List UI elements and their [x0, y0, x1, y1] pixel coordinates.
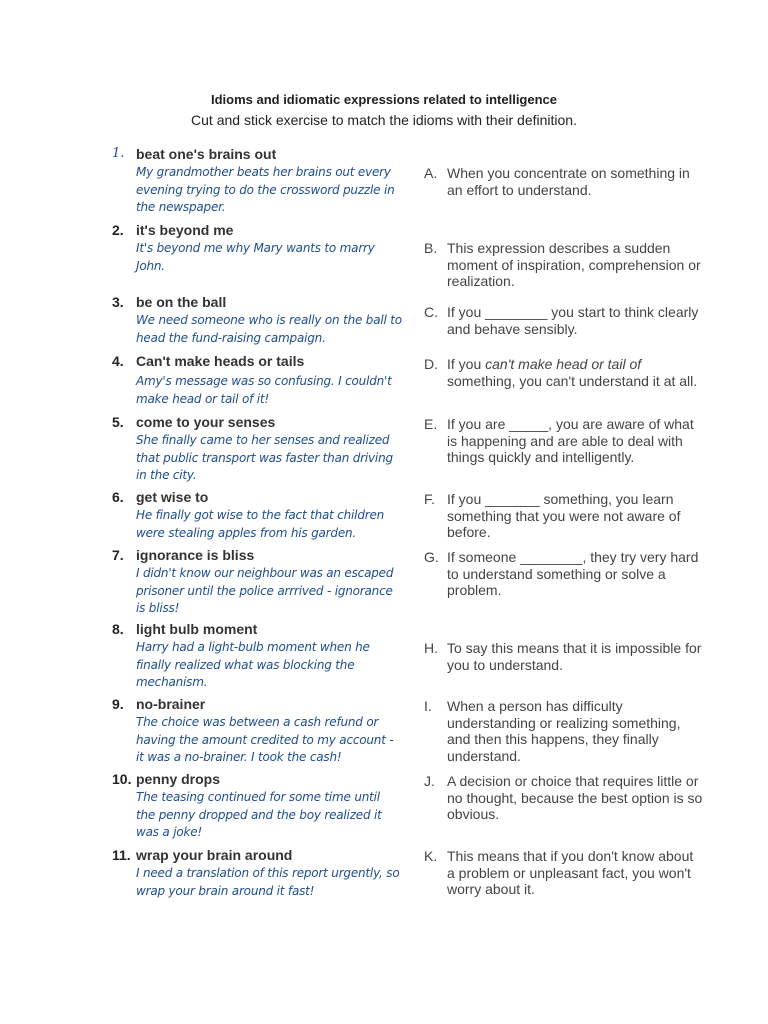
idiom-item — [112, 847, 402, 900]
definition-item — [424, 549, 704, 599]
idiom-term: no-brainer — [136, 696, 206, 712]
definition-text: To say this means that it is impossible for you to understand. — [447, 640, 702, 673]
idiom-example: It's beyond me why Mary wants to marry John. — [136, 241, 375, 273]
definition-letter: B. — [424, 240, 438, 256]
idiom-item — [112, 696, 402, 767]
idiom-item — [112, 414, 402, 485]
idiom-example: He finally got wise to the fact that children were stealing apples from his garden. — [136, 508, 385, 540]
idiom-number: 4. — [112, 353, 124, 369]
idiom-item — [112, 621, 402, 692]
definition-letter: I. — [424, 698, 432, 714]
idiom-item — [112, 146, 402, 217]
idiom-term: it's beyond me — [136, 222, 234, 238]
definition-item — [424, 356, 704, 389]
definition-item — [424, 640, 704, 673]
idiom-term: ignorance is bliss — [136, 547, 255, 563]
idiom-term: penny drops — [136, 771, 221, 787]
idiom-number: 8. — [112, 621, 124, 637]
idiom-example: Harry had a light-bulb moment when he finally realized what was blocking the mechanism. — [136, 640, 370, 689]
definition-item — [424, 165, 704, 198]
idiom-number: 10. — [112, 771, 132, 787]
idiom-item — [112, 489, 402, 542]
idiom-number: 5. — [112, 414, 124, 430]
idiom-term: get wise to — [136, 489, 209, 505]
definition-text: A decision or choice that requires little or no thought, because the best option is so obvious. — [447, 773, 703, 822]
definition-item — [424, 416, 704, 466]
definition-text: This expression describes a sudden moment of inspiration, comprehension or realization. — [447, 240, 701, 289]
definition-letter: A. — [424, 165, 438, 181]
idiom-term: wrap your brain around — [136, 847, 293, 863]
definition-letter: F. — [424, 491, 435, 507]
definition-text: If you ________ you start to think clearly and behave sensibly. — [447, 304, 699, 337]
idiom-term: come to your senses — [136, 414, 276, 430]
idiom-number: 7. — [112, 547, 124, 563]
idiom-item — [112, 353, 402, 408]
definition-letter: G. — [424, 549, 439, 565]
idiom-number: 11. — [112, 847, 131, 863]
worksheet-title: Idioms and idiomatic expressions related to intelligence — [210, 92, 558, 107]
idiom-item — [112, 771, 402, 842]
definition-text: If you _______ something, you learn something that you were not aware of before. — [447, 491, 681, 540]
idiom-term: be on the ball — [136, 294, 227, 310]
definition-text: If someone ________, they try very hard to understand something or solve a problem. — [447, 549, 699, 598]
definition-letter: D. — [424, 356, 438, 372]
definition-item — [424, 848, 704, 898]
idiom-example: Amy's message was so confusing. I couldn't make head or tail of it! — [136, 374, 392, 406]
definition-text — [447, 356, 704, 389]
worksheet-subtitle: Cut and stick exercise to match the idioms with their definition. — [191, 112, 577, 128]
definition-letter: J. — [424, 773, 435, 789]
idiom-term: beat one's brains out — [136, 146, 277, 162]
definition-text: When you concentrate on something in an effort to understand. — [447, 165, 690, 198]
idiom-number: 2. — [112, 222, 124, 238]
idiom-example: I need a translation of this report urgently, so wrap your brain around it fast! — [136, 866, 400, 898]
idiom-number: 9. — [112, 696, 124, 712]
definition-item — [424, 491, 704, 541]
idiom-example: I didn't know our neighbour was an escaped prisoner until the police arrrived - ignorance is bliss! — [136, 566, 394, 615]
definition-letter: K. — [424, 848, 438, 864]
definition-text-part: If you — [447, 356, 486, 372]
idiom-number: 1. — [112, 146, 125, 161]
definition-item — [424, 304, 704, 337]
definition-text-italic: can't make head or tail of — [485, 356, 642, 372]
idiom-item — [112, 222, 402, 275]
idiom-item — [112, 294, 402, 347]
idiom-example: We need someone who is really on the ball to head the fund-raising campaign. — [136, 313, 402, 345]
idiom-example: The teasing continued for some time until the penny dropped and the boy realized it was a joke! — [136, 790, 382, 839]
definition-letter: E. — [424, 416, 438, 432]
definition-text: When a person has difficulty understanding or realizing something, and then this happens, they finally understand. — [447, 698, 681, 764]
idiom-number: 3. — [112, 294, 124, 310]
definition-item — [424, 240, 704, 290]
idiom-example: The choice was between a cash refund or having the amount credited to my account - it was a no-brainer. I took the cash! — [136, 715, 394, 764]
idiom-example: She finally came to her senses and realized that public transport was faster than driving in the city. — [136, 433, 393, 482]
idiom-term: light bulb moment — [136, 621, 258, 637]
idiom-number: 6. — [112, 489, 124, 505]
idiom-example: My grandmother beats her brains out every evening trying to do the crossword puzzle in the newspaper. — [136, 165, 395, 214]
idiom-item — [112, 547, 402, 618]
definition-item — [424, 698, 704, 764]
definition-letter: C. — [424, 304, 438, 320]
idiom-term: Can't make heads or tails — [136, 353, 305, 369]
definition-text-part: something, you can't understand it at all. — [447, 372, 698, 389]
definition-letter: H. — [424, 640, 438, 656]
definition-item — [424, 773, 704, 823]
definition-text: This means that if you don't know about a problem or unpleasant fact, you won't worry about it. — [447, 848, 694, 897]
definition-text: If you are _____, you are aware of what is happening and are able to deal with things quickly and intelligently. — [447, 416, 694, 465]
